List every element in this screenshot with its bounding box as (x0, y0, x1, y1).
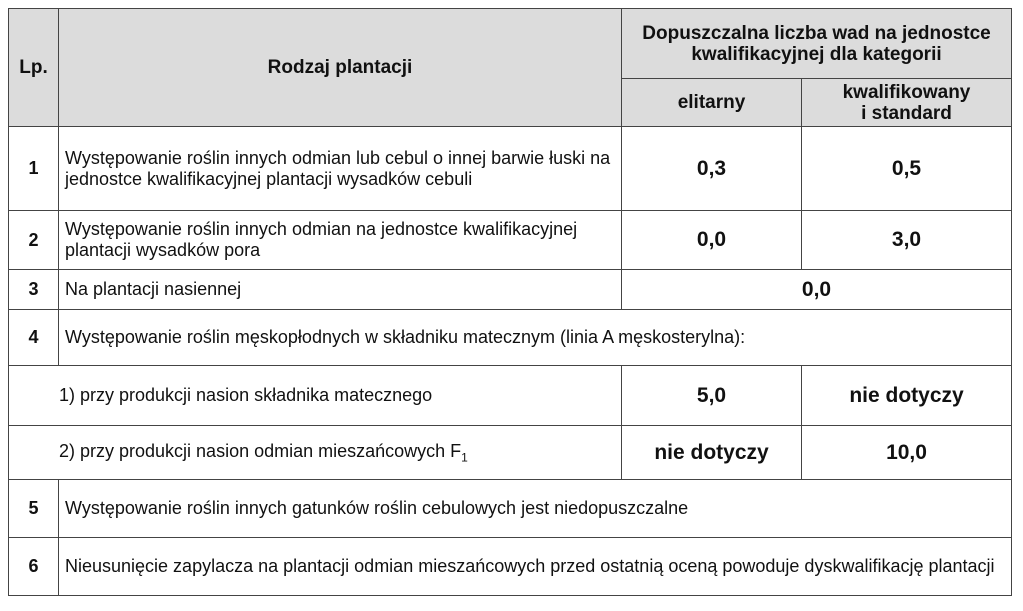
table-row (9, 127, 1012, 211)
header-qualified-line1: kwalifikowany (842, 81, 971, 103)
subrow-elite-value: 5,0 (622, 366, 802, 426)
table-row (9, 538, 1012, 596)
qualification-table (8, 8, 1012, 596)
row-number: 2 (9, 211, 59, 270)
subscript-text: 1 (461, 450, 468, 465)
row-qualified-value: 3,0 (802, 211, 1012, 270)
row-description: Występowanie roślin innych odmian na jednostce kwalifikacyjnej plantacji wysadków pora (59, 211, 622, 270)
subrow-description (9, 426, 622, 480)
row-description: Nieusunięcie zapylacza na plantacji odmian mieszańcowych przed ostatnią oceną powoduje dyskwalifikację plantacji (59, 538, 1012, 596)
row-number: 6 (9, 538, 59, 596)
table-row (9, 480, 1012, 538)
row-elite-value: 0,0 (622, 211, 802, 270)
row-number: 3 (9, 270, 59, 310)
row-merged-value: 0,0 (622, 270, 1012, 310)
row-description: Występowanie roślin innych gatunków roślin cebulowych jest niedopuszczalne (59, 480, 1012, 538)
header-lp: Lp. (9, 9, 59, 127)
subrow-description: 1) przy produkcji nasion składnika matecznego (9, 366, 622, 426)
row-number: 1 (9, 127, 59, 211)
table-subrow (9, 366, 1012, 426)
row-number: 5 (9, 480, 59, 538)
header-plantation-type: Rodzaj plantacji (59, 9, 622, 127)
row-description: Na plantacji nasiennej (59, 270, 622, 310)
header-row (9, 9, 1012, 79)
subrow-elite-value: nie dotyczy (622, 426, 802, 480)
header-allowed-defects: Dopuszczalna liczba wad na jednostce kwalifikacyjnej dla kategorii (622, 9, 1012, 79)
row-number: 4 (9, 310, 59, 366)
row-description: Występowanie roślin innych odmian lub cebul o innej barwie łuski na jednostce kwalifikacyjnej plantacji wysadków cebuli (59, 127, 622, 211)
table-subrow (9, 426, 1012, 480)
header-elite: elitarny (622, 79, 802, 127)
table-row (9, 270, 1012, 310)
subrow-description-text: 2) przy produkcji nasion odmian mieszańcowych F (59, 440, 462, 461)
subrow-qualified-value: 10,0 (802, 426, 1012, 480)
header-qualified (802, 79, 1012, 127)
row-qualified-value: 0,5 (802, 127, 1012, 211)
row-description: Występowanie roślin męskopłodnych w składniku matecznym (linia A męskosterylna): (59, 310, 1012, 366)
subrow-qualified-value: nie dotyczy (802, 366, 1012, 426)
row-elite-value: 0,3 (622, 127, 802, 211)
table-row (9, 310, 1012, 366)
table-row (9, 211, 1012, 270)
header-qualified-line2: i standard (861, 102, 952, 124)
